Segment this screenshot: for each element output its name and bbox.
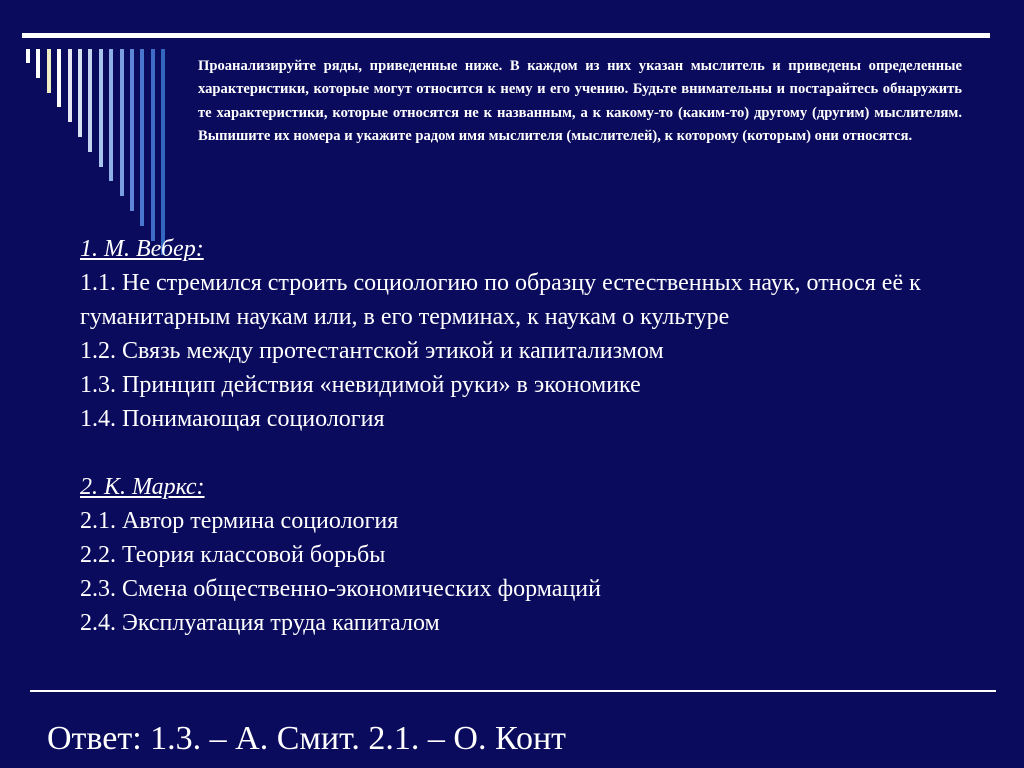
main-content: [80, 232, 940, 640]
decorative-bar: [88, 49, 92, 152]
decorative-bar: [161, 49, 165, 255]
decorative-bar: [26, 49, 30, 63]
marx-item-2-3: 2.3. Смена общественно-экономических формаций: [80, 576, 601, 602]
answer-text: Ответ: 1.3. – А. Смит. 2.1. – О. Конт: [47, 720, 566, 757]
weber-item-1-3: 1.3. Принцип действия «невидимой руки» в экономике: [80, 372, 641, 398]
weber-item-1-4: 1.4. Понимающая социология: [80, 406, 385, 432]
decorative-bar: [120, 49, 124, 196]
decorative-bar: [130, 49, 134, 211]
marx-item-2-4: 2.4. Эксплуатация труда капиталом: [80, 610, 440, 636]
marx-item-2-2: 2.2. Теория классовой борьбы: [80, 542, 386, 568]
decorative-bar: [151, 49, 155, 241]
marx-item-2-1: 2.1. Автор термина социология: [80, 508, 399, 534]
weber-item-1-1: 1.1. Не стремился строить социологию по образцу естественных наук, относя её к гуманитарным наукам или, в его терминах, к наукам о культуре: [80, 270, 921, 330]
section-heading-weber: 1. М. Вебер:: [80, 236, 204, 262]
decorative-bar: [36, 49, 40, 78]
decorative-bar: [140, 49, 144, 226]
section-spacer: [80, 436, 940, 470]
task-instructions: Проанализируйте ряды, приведенные ниже. В каждом из них указан мыслитель и приведены определенные характеристики, которые могут относится к нему и его учению. Будьте внимательны и постарайтесь обнаружить те характеристики, которые относятся не к названным, а к какому-то (каким-то) другому (другим) мыслителям. Выпишите их номера и укажите радом имя мыслителя (мыслителей), к которому (которым) они относятся.: [198, 58, 962, 144]
decorative-bar: [68, 49, 72, 122]
decorative-bar: [57, 49, 61, 107]
bottom-divider-line: [30, 690, 996, 692]
section-heading-marx: 2. К. Маркс:: [80, 474, 205, 500]
decorative-bar: [78, 49, 82, 137]
decorative-bar: [109, 49, 113, 181]
decorative-bar: [99, 49, 103, 167]
weber-item-1-2: 1.2. Связь между протестантской этикой и капитализмом: [80, 338, 664, 364]
decorative-bar: [47, 49, 51, 93]
